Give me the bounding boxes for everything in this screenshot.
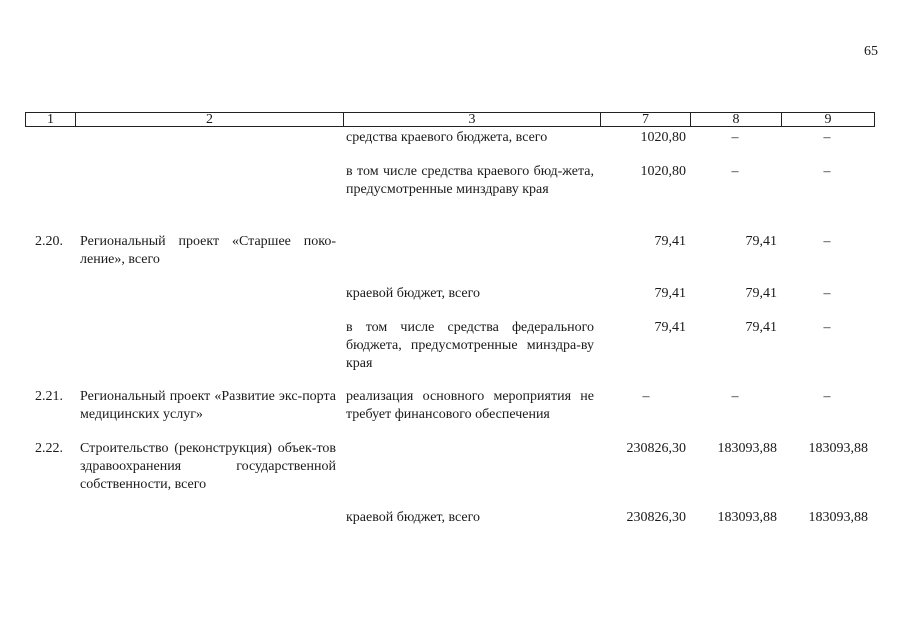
row-value-8: – bbox=[731, 389, 739, 404]
row-name: Строительство (реконструкция) объек-тов здравоохранения государственной собственности, всего bbox=[80, 441, 336, 492]
row-value-8: – bbox=[731, 130, 739, 145]
row-name: Региональный проект «Старшее поко-ление», всего bbox=[80, 234, 336, 267]
row-value-8: 79,41 bbox=[745, 320, 777, 335]
row-value-9: 183093,88 bbox=[808, 441, 868, 456]
row-value-8: 79,41 bbox=[745, 234, 777, 249]
row-source: средства краевого бюджета, всего bbox=[346, 130, 548, 145]
table-header bbox=[25, 112, 875, 127]
row-value-7: 230826,30 bbox=[626, 441, 686, 456]
header-col-7: 7 bbox=[600, 112, 691, 127]
row-value-7: 79,41 bbox=[654, 234, 686, 249]
header-col-2: 2 bbox=[75, 112, 344, 127]
row-value-9: – bbox=[823, 389, 831, 404]
row-value-8: – bbox=[731, 164, 739, 179]
row-value-9: – bbox=[823, 320, 831, 335]
row-value-8: 183093,88 bbox=[717, 510, 777, 525]
row-value-7: 230826,30 bbox=[626, 510, 686, 525]
row-source: краевой бюджет, всего bbox=[346, 510, 481, 525]
header-col-9: 9 bbox=[781, 112, 875, 127]
header-col-1: 1 bbox=[25, 112, 76, 127]
header-col-8: 8 bbox=[690, 112, 782, 127]
row-value-9: – bbox=[823, 286, 831, 301]
row-source: в том числе средства федерального бюджета, предусмотренные минздра-ву края bbox=[346, 320, 594, 371]
row-value-9: – bbox=[823, 234, 831, 249]
row-value-7: 1020,80 bbox=[640, 130, 686, 145]
row-value-8: 183093,88 bbox=[717, 441, 777, 456]
page-number: 65 bbox=[864, 44, 878, 59]
row-source: реализация основного мероприятия не требует финансового обеспечения bbox=[346, 389, 594, 422]
header-col-3: 3 bbox=[343, 112, 601, 127]
row-value-7: – bbox=[642, 389, 650, 404]
row-value-9: – bbox=[823, 164, 831, 179]
row-number: 2.21. bbox=[35, 389, 63, 404]
row-value-9: 183093,88 bbox=[808, 510, 868, 525]
row-source: краевой бюджет, всего bbox=[346, 286, 481, 301]
row-source: в том числе средства краевого бюд-жета, предусмотренные минздраву края bbox=[346, 164, 594, 197]
row-number: 2.22. bbox=[35, 441, 63, 456]
row-value-9: – bbox=[823, 130, 831, 145]
row-number: 2.20. bbox=[35, 234, 63, 249]
row-value-7: 1020,80 bbox=[640, 164, 686, 179]
row-name: Региональный проект «Развитие экс-порта медицинских услуг» bbox=[80, 389, 336, 422]
row-value-7: 79,41 bbox=[654, 320, 686, 335]
row-value-8: 79,41 bbox=[745, 286, 777, 301]
row-value-7: 79,41 bbox=[654, 286, 686, 301]
